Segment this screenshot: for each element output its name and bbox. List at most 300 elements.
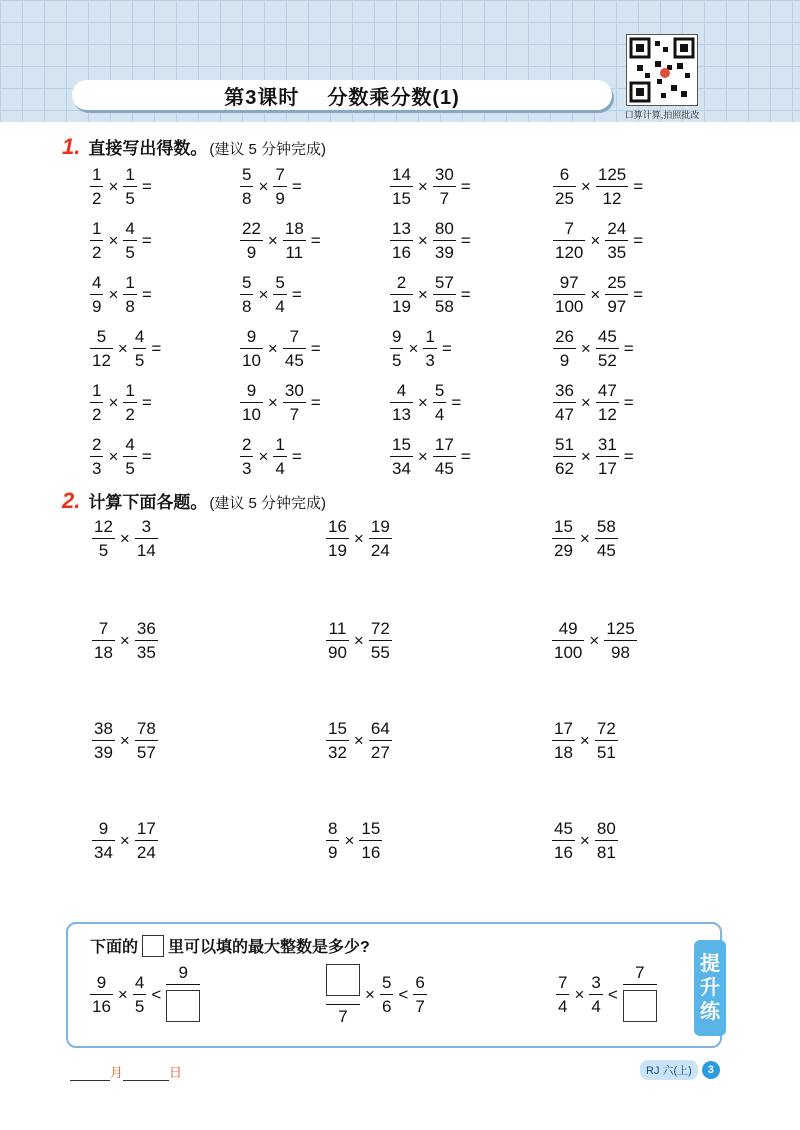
equals-sign: = [141,284,152,304]
fraction-a-numerator: 2 [396,273,407,292]
fraction-a-numerator: 38 [94,719,113,738]
fraction-a-bar [90,456,103,457]
fraction-a [390,220,413,261]
fraction-c-bar [623,984,657,985]
fraction-a [90,974,113,1015]
exercise-1-1-2 [240,166,307,207]
less-than-sign: < [398,984,409,1004]
fraction-b-bar [596,186,628,187]
lesson-label: 第3课时 [224,86,300,109]
fraction-b-bar [595,840,618,841]
fraction-b [596,328,619,369]
fraction-b-denominator: 27 [370,743,390,763]
fraction-a-denominator: 29 [554,541,573,561]
challenge-item-1 [90,964,200,1025]
fraction-b-bar [359,840,382,841]
fraction-b-numerator: 45 [597,327,617,346]
fraction-a-numerator: 22 [242,219,261,238]
fraction-a-numerator [326,964,360,1001]
fraction-a [553,166,576,207]
fraction-b-numerator: 58 [596,517,616,536]
fraction-a-bar [326,1004,360,1005]
fraction-b-bar [123,294,136,295]
answer-box[interactable] [623,990,657,1022]
less-than-sign: < [607,984,618,1004]
fraction-b-denominator: 24 [136,843,156,863]
day-blank[interactable] [123,1068,169,1081]
fraction-a-numerator: 2 [242,435,252,454]
exercise-2-4-3 [552,820,618,861]
fraction-b-numerator: 5 [381,973,392,992]
fraction-a-denominator: 18 [94,643,113,663]
fraction-b-numerator: 7 [275,165,285,184]
equals-sign: = [633,230,644,250]
fraction-a-denominator: 9 [92,297,102,317]
fraction-a [326,518,349,559]
times-sign: × [267,230,278,250]
equals-sign: = [291,284,302,304]
fraction-a-bar [92,740,115,741]
fraction-a [90,166,103,207]
times-sign: × [258,176,269,196]
fraction-b [273,274,286,315]
fraction-b-bar [433,240,456,241]
day-label: 日 [169,1065,183,1080]
fraction-b-denominator: 4 [434,405,445,425]
fraction-a-denominator: 18 [554,743,573,763]
exercise-1-6-4 [553,436,639,477]
equals-sign: = [441,338,452,358]
fraction-b-bar [123,456,136,457]
fraction-a-bar [556,994,569,995]
fraction-b [123,274,136,315]
fraction-b-bar [133,348,146,349]
fraction-b-numerator: 4 [134,973,145,992]
fraction-a-denominator: 16 [392,243,411,263]
exercise-1-6-2 [240,436,307,477]
qr-caption: 口算计算,拍照批改 [624,110,700,120]
fraction-a-denominator: 120 [555,243,584,263]
exercise-1-3-2 [240,274,307,315]
fraction-a-denominator: 16 [554,843,573,863]
fraction-a-bar [92,538,115,539]
fraction-b-bar [433,294,456,295]
fraction-b-bar [135,538,158,539]
times-sign: × [590,230,601,250]
equals-sign: = [623,392,634,412]
exercise-1-4-4 [553,328,639,369]
fraction-c [623,964,657,1025]
fraction-b-denominator: 14 [136,541,156,561]
fraction-b-numerator: 17 [434,435,454,454]
fraction-a [326,964,360,1025]
fraction-a-numerator: 49 [558,619,578,638]
exercise-2-2-2 [326,620,392,661]
fraction-a-denominator: 12 [92,351,111,371]
challenge-suffix: 里可以填的最大整数是多少? [168,939,370,956]
topic-label: 分数乘分数(1) [327,86,460,109]
fraction-a-bar [552,640,584,641]
fraction-b-denominator: 45 [284,351,304,371]
times-sign: × [267,338,278,358]
fraction-a-numerator: 97 [559,273,579,292]
fraction-a-bar [553,456,576,457]
exercise-2-1-3 [552,518,618,559]
fraction-b-numerator: 18 [284,219,304,238]
fraction-a [326,820,339,861]
fraction-b [123,166,136,207]
fraction-a-numerator: 9 [246,381,257,400]
fraction-b [123,436,136,477]
fraction-a [552,720,575,761]
fraction-a-numerator: 7 [98,619,109,638]
fraction-b-numerator: 72 [370,619,390,638]
answer-box[interactable] [166,990,200,1022]
equals-sign: = [141,446,152,466]
fraction-b-denominator: 45 [434,459,454,479]
fraction-a-bar [326,840,339,841]
date-field[interactable] [70,1062,182,1081]
challenge-question [90,934,370,957]
exercise-2-2-3 [552,620,637,661]
fraction-a-numerator: 12 [94,517,113,536]
fraction-b-bar [589,994,602,995]
fraction-a-denominator: 13 [392,405,411,425]
fraction-b [595,720,618,761]
exercise-1-6-3 [390,436,476,477]
fraction-b-denominator: 4 [591,997,601,1017]
fraction-a-bar [390,456,413,457]
fraction-b-denominator: 3 [425,351,435,371]
fraction-a-bar [390,240,413,241]
fraction-a-bar [553,186,576,187]
page-tag [640,1060,720,1080]
fraction-b-bar [123,402,136,403]
fraction-b [604,620,636,661]
fraction-a [240,436,253,477]
times-sign: × [417,176,428,196]
fraction-c-denominator [166,988,200,1025]
fraction-b-numerator: 125 [606,619,635,638]
page-title [72,80,612,110]
fraction-b-denominator: 12 [602,189,622,209]
fraction-a [92,518,115,559]
fraction-b [423,328,436,369]
fraction-a-numerator: 7 [558,973,568,992]
fraction-a [240,382,263,423]
fraction-b [380,974,393,1015]
fraction-b-numerator: 17 [136,819,156,838]
times-sign: × [108,284,119,304]
fraction-a [553,436,576,477]
exercise-1-3-4 [553,274,648,315]
fraction-b [273,166,286,207]
fraction-b [605,220,628,261]
equals-sign: = [623,338,634,358]
fraction-b-denominator: 45 [596,541,616,561]
fraction-c-numerator: 9 [178,963,188,982]
fraction-a-numerator: 9 [246,327,257,346]
times-sign: × [119,630,130,650]
fraction-a [390,328,403,369]
fraction-a-bar [90,294,103,295]
fraction-b-denominator: 97 [607,297,627,317]
fraction-b-bar [595,538,618,539]
fraction-b [135,820,158,861]
fraction-a-numerator: 9 [96,973,107,992]
times-sign: × [580,338,591,358]
fraction-b-numerator: 19 [370,517,390,536]
fraction-b-bar [123,240,136,241]
fraction-a-bar [92,640,115,641]
fraction-b-bar [369,740,392,741]
fraction-b-numerator: 1 [125,273,135,292]
fraction-b [605,274,628,315]
fraction-b-bar [273,456,286,457]
fraction-b-denominator: 7 [439,189,450,209]
times-sign: × [579,528,590,548]
fraction-a [90,382,103,423]
exercise-1-2-3 [390,220,476,261]
exercise-1-2-4 [553,220,648,261]
equals-sign: = [460,176,471,196]
times-sign: × [353,730,364,750]
fraction-c [166,964,200,1025]
fraction-a-numerator: 5 [242,165,252,184]
exercise-1-4-2 [240,328,326,369]
fraction-b-denominator: 12 [597,405,617,425]
fraction-b-denominator: 52 [597,351,617,371]
challenge-item-3 [556,964,657,1025]
fraction-b-denominator: 8 [125,297,135,317]
fraction-b-bar [369,538,392,539]
fraction-a-denominator: 19 [328,541,347,561]
fraction-b [135,620,158,661]
fraction-a [90,436,103,477]
fraction-a-bar [90,240,103,241]
fraction-a-numerator: 16 [328,517,347,536]
equals-sign: = [310,230,321,250]
section1-heading [62,134,326,160]
fraction-a-numerator: 8 [328,819,338,838]
month-blank[interactable] [70,1068,110,1081]
fraction-a [92,720,115,761]
fraction-b-numerator: 3 [141,517,152,536]
times-sign: × [119,528,130,548]
times-sign: × [417,392,428,412]
fraction-a-denominator: 3 [242,459,252,479]
times-sign: × [574,984,585,1004]
fraction-a-denominator: 9 [559,351,570,371]
fraction-b-bar [433,456,456,457]
fraction-a [552,620,584,661]
times-sign: × [117,338,128,358]
fraction-b-bar [135,740,158,741]
fraction-a [556,974,569,1015]
fraction-b-bar [133,994,146,995]
fraction-a-denominator: 3 [92,459,102,479]
fraction-b-numerator: 25 [607,273,627,292]
fraction-a-denominator: 5 [392,351,402,371]
fraction-b [135,518,158,559]
fraction-b [359,820,382,861]
fraction-b-bar [605,240,628,241]
fraction-b-denominator: 57 [136,743,156,763]
fraction-a-numerator: 5 [96,327,107,346]
fraction-b [596,166,628,207]
fraction-a-numerator: 45 [554,819,573,838]
fraction-b-numerator: 80 [434,219,454,238]
fraction-a-denominator: 4 [558,997,568,1017]
fraction-b-numerator: 5 [434,381,445,400]
fraction-a-denominator: 10 [242,405,261,425]
fraction-b-numerator: 30 [434,165,454,184]
fraction-b-bar [283,402,306,403]
fraction-a-bar [240,294,253,295]
challenge-item-2 [326,964,427,1025]
fraction-b-bar [596,348,619,349]
exercise-2-3-2 [326,720,392,761]
fraction-b [433,274,456,315]
times-sign: × [108,446,119,466]
fraction-b-numerator: 64 [370,719,390,738]
fraction-b-bar [605,294,628,295]
fraction-b-numerator: 31 [597,435,617,454]
exercise-1-3-3 [390,274,476,315]
fraction-b-numerator: 78 [136,719,156,738]
fraction-b-numerator: 5 [275,273,285,292]
fraction-a-denominator: 100 [555,297,584,317]
fraction-a-denominator: 9 [328,843,338,863]
fraction-a-denominator: 34 [94,843,113,863]
times-sign: × [365,984,375,1004]
improve-practice-tab [694,940,726,1036]
fraction-b [123,382,136,423]
times-sign: × [579,830,590,850]
fraction-b-bar [283,240,306,241]
fraction-b-denominator: 35 [136,643,156,663]
answer-box[interactable] [326,964,360,996]
fraction-b [283,382,306,423]
fraction-b [595,518,618,559]
times-sign: × [267,392,278,412]
fraction-a-numerator: 13 [392,219,411,238]
fraction-a [92,620,115,661]
fraction-b-bar [369,640,392,641]
exercise-1-2-1 [90,220,157,261]
exercise-2-3-3 [552,720,618,761]
fraction-a-bar [390,186,413,187]
fraction-b-denominator: 5 [125,243,135,263]
fraction-a-denominator: 100 [554,643,583,663]
exercise-2-3-1 [92,720,158,761]
fraction-b-numerator: 1 [125,165,135,184]
less-than-sign: < [151,984,162,1004]
exercise-2-4-1 [92,820,158,861]
fraction-b [369,620,392,661]
fraction-a-bar [326,538,349,539]
fraction-b-bar [283,348,306,349]
exercise-1-6-1 [90,436,157,477]
exercise-1-4-1 [90,328,166,369]
fraction-a [240,166,253,207]
fraction-b-bar [273,186,286,187]
fraction-b-bar [596,402,619,403]
times-sign: × [580,176,591,196]
fraction-b-bar [604,640,636,641]
equals-sign: = [291,446,302,466]
fraction-a-denominator: 2 [92,405,102,425]
fraction-b-denominator: 35 [607,243,627,263]
fraction-a [90,328,113,369]
fraction-b-denominator: 81 [596,843,616,863]
equals-sign: = [141,392,152,412]
fraction-a-numerator: 15 [554,517,573,536]
qr-code-icon[interactable] [626,34,698,106]
fraction-b [369,720,392,761]
fraction-a-bar [90,994,113,995]
fraction-a [90,220,103,261]
fraction-b [133,328,146,369]
fraction-a-numerator: 36 [555,381,574,400]
times-sign: × [117,984,128,1004]
fraction-b-denominator: 5 [134,351,145,371]
fraction-b-denominator: 5 [125,189,135,209]
fraction-a-bar [553,294,585,295]
fraction-b-numerator: 4 [125,435,135,454]
fraction-b-denominator: 4 [275,297,285,317]
fraction-a [240,274,253,315]
fraction-b [133,974,146,1015]
fraction-a-bar [90,402,103,403]
section2-heading [62,488,326,514]
fraction-a [553,382,576,423]
fraction-c-numerator: 7 [635,963,645,982]
section1-number: 1. [62,134,81,159]
times-sign: × [119,830,130,850]
fraction-a-numerator: 15 [392,435,411,454]
fraction-a-bar [390,402,413,403]
fraction-b-numerator: 47 [597,381,617,400]
fraction-a-bar [552,840,575,841]
fraction-a-denominator: 32 [328,743,347,763]
fraction-b [123,220,136,261]
fraction-a-denominator: 15 [392,189,411,209]
fraction-a [552,518,575,559]
fraction-b-numerator: 30 [284,381,304,400]
fraction-b-numerator: 57 [434,273,454,292]
exercise-2-1-1 [92,518,158,559]
section1-note: (建议 5 分钟完成) [209,141,327,158]
fraction-a-bar [552,538,575,539]
equals-sign: = [141,230,152,250]
fraction-b-numerator: 125 [597,165,627,184]
fraction-b-denominator: 11 [285,243,304,263]
fraction-a [553,328,576,369]
fraction-a [240,220,263,261]
fraction-b-bar [135,840,158,841]
fraction-b-bar [123,186,136,187]
times-sign: × [417,230,428,250]
fraction-a [390,274,413,315]
fraction-a-denominator: 7 [338,1007,348,1027]
fraction-b-numerator: 4 [134,327,145,346]
fraction-a-denominator: 5 [98,541,109,561]
fraction-a-numerator: 4 [92,273,102,292]
fraction-a-bar [326,640,349,641]
page-number: 3 [702,1061,720,1079]
fraction-a-numerator: 17 [554,719,573,738]
